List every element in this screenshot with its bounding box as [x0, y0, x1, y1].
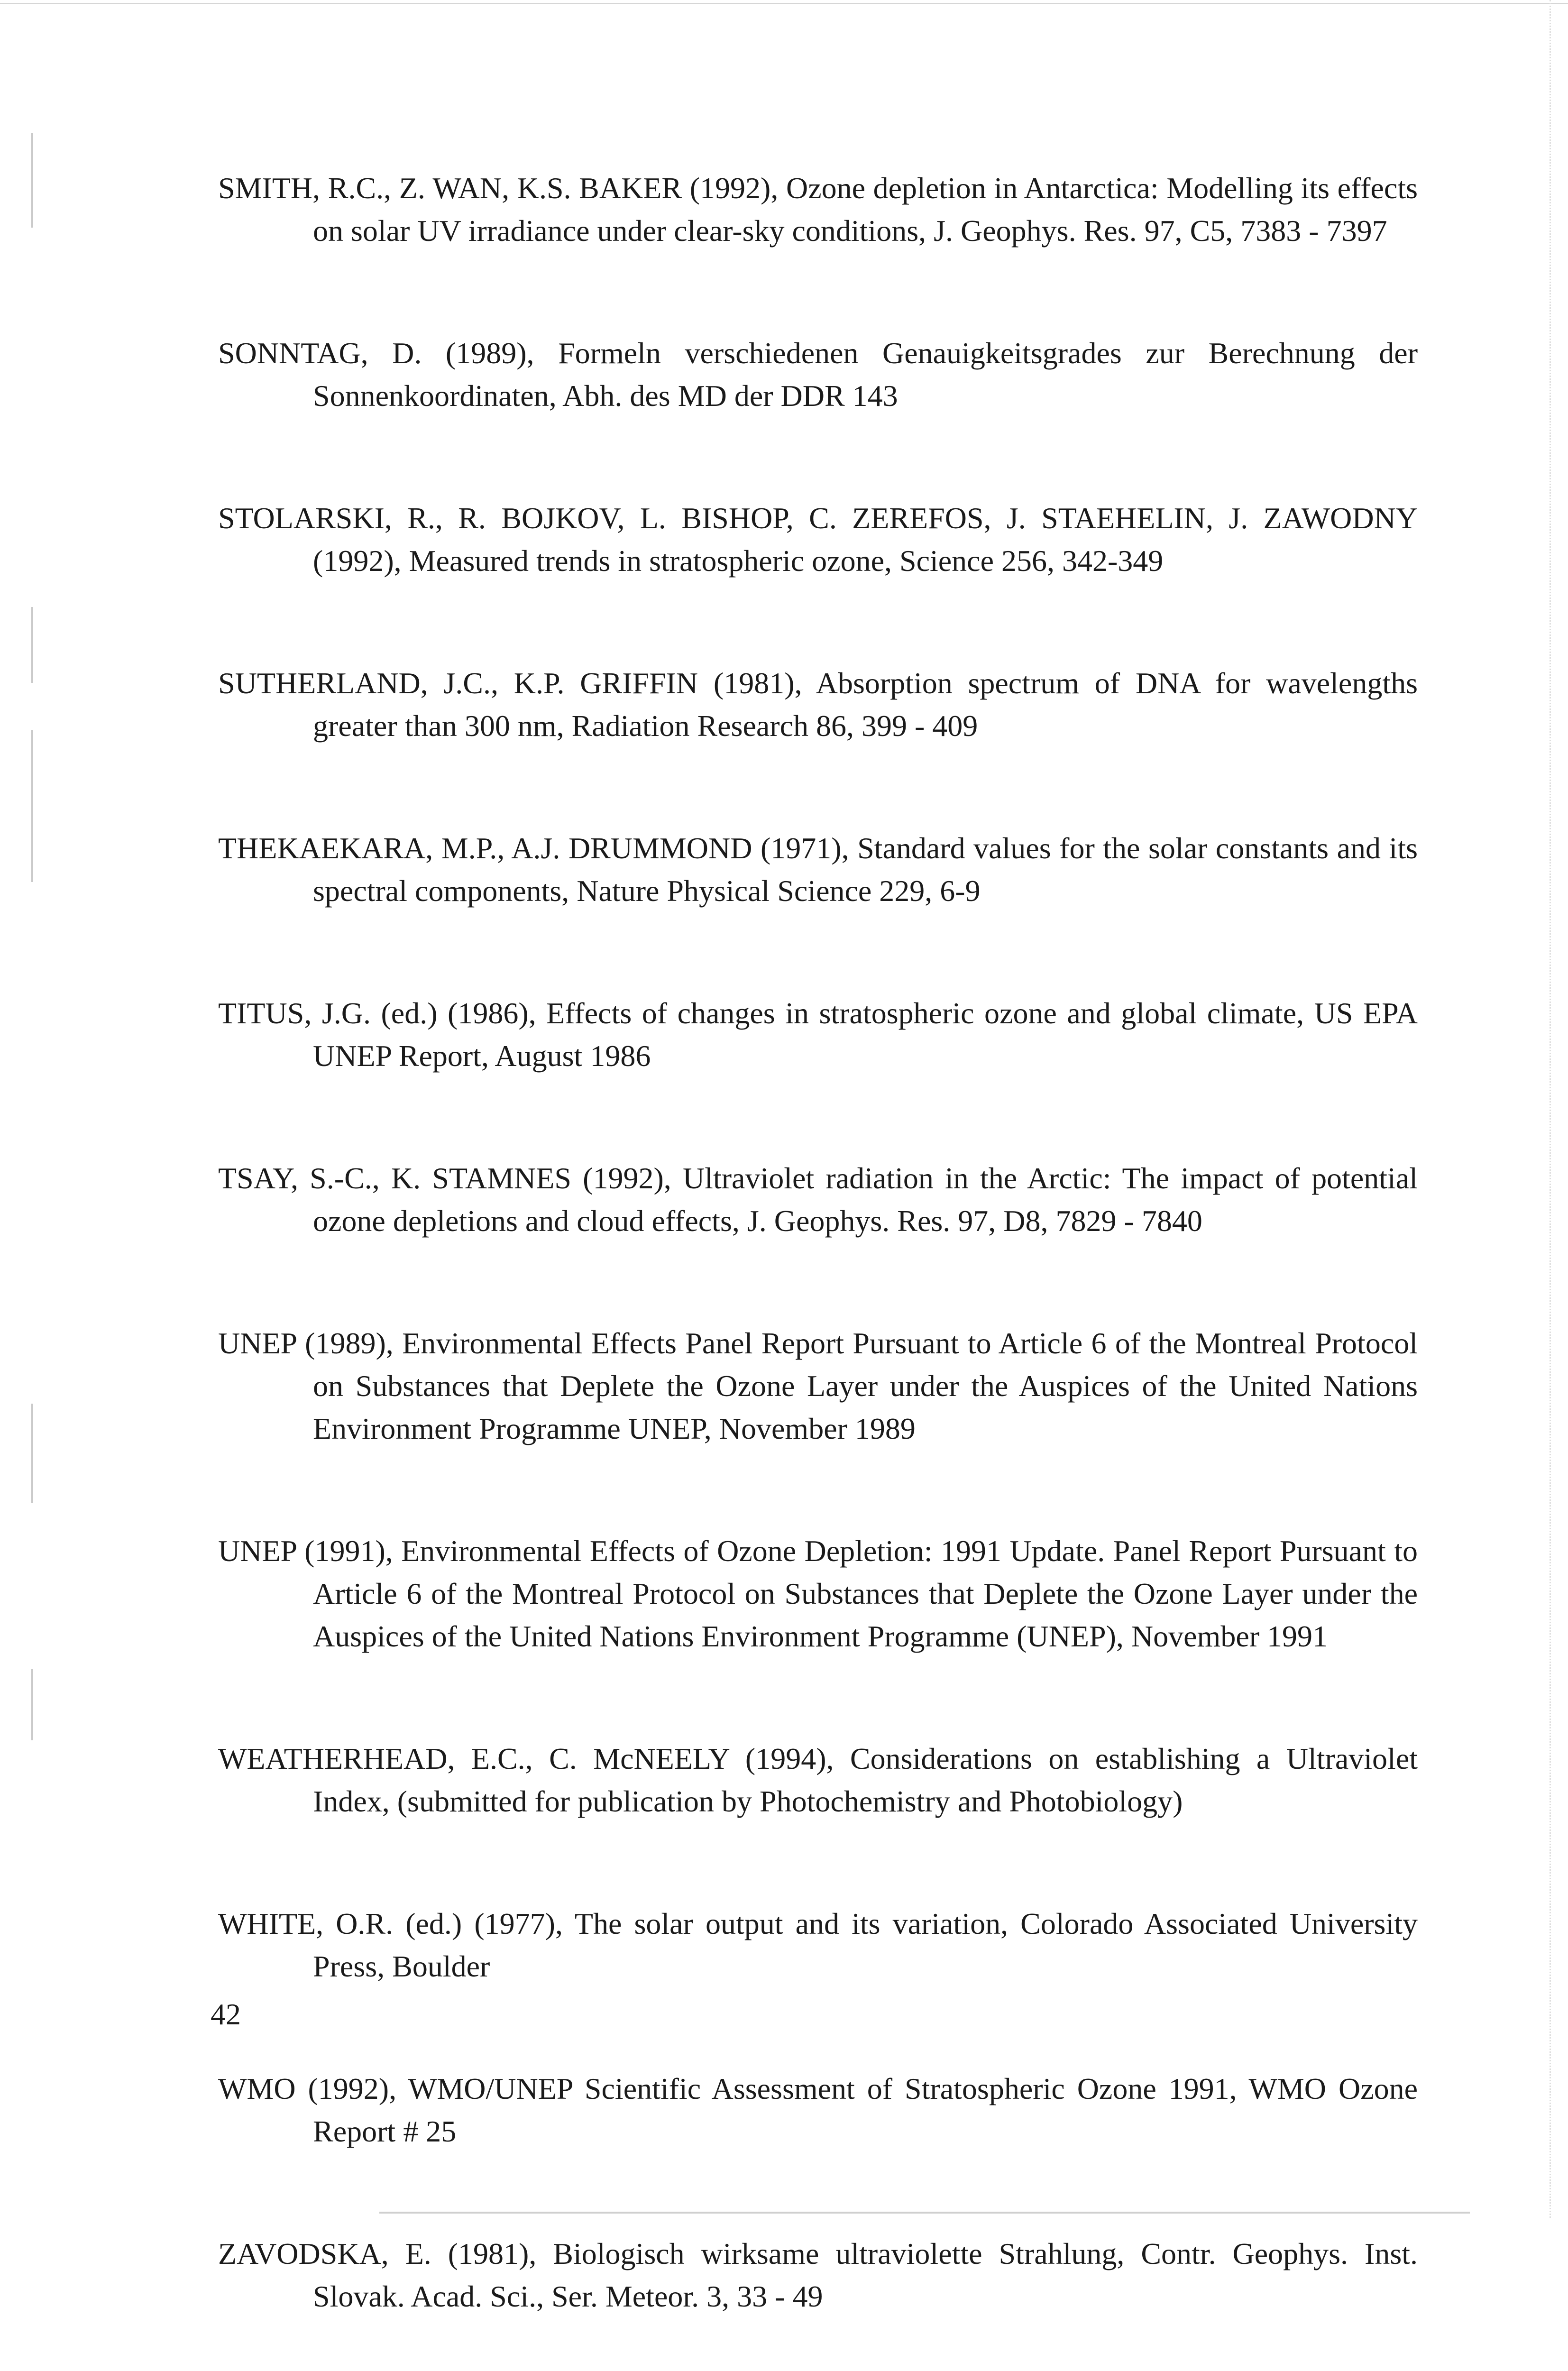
scan-edge-top: [0, 3, 1568, 4]
scan-mark-left: [31, 1404, 33, 1503]
reference-list: [218, 167, 1418, 2371]
reference-entry: TITUS, J.G. (ed.) (1986), Effects of changes in stratospheric ozone and global climate, US EPA UNEP Report, August 1986: [218, 996, 1418, 1073]
reference-entry: WEATHERHEAD, E.C., C. McNEELY (1994), Considerations on establishing a Ultraviolet Index, (submitted for publication by Photochemistry and Photobiology): [218, 1742, 1418, 1818]
scan-edge-right: [1550, 0, 1551, 2218]
scan-mark-left: [31, 607, 33, 683]
page-number: 42: [211, 1997, 241, 2031]
reference-entry: THEKAEKARA, M.P., A.J. DRUMMOND (1971), Standard values for the solar constants and its spectral components, Nature Physical Science 229, 6-9: [218, 831, 1418, 908]
scan-mark-left: [31, 1669, 33, 1740]
reference-entry: SUTHERLAND, J.C., K.P. GRIFFIN (1981), Absorption spectrum of DNA for wavelengths greater than 300 nm, Radiation Research 86, 399 - 409: [218, 666, 1418, 743]
reference-entry: UNEP (1991), Environmental Effects of Ozone Depletion: 1991 Update. Panel Report Pursuant to Article 6 of the Montreal Protocol on Substances that Deplete the Ozone Layer under the Auspices of the United Nations Environment Programme (UNEP), November 1991: [218, 1534, 1418, 1653]
reference-entry: TSAY, S.-C., K. STAMNES (1992), Ultraviolet radiation in the Arctic: The impact of potential ozone depletions and cloud effects, J. Geophys. Res. 97, D8, 7829 - 7840: [218, 1161, 1418, 1238]
scan-mark-left: [31, 133, 33, 228]
reference-entry: STOLARSKI, R., R. BOJKOV, L. BISHOP, C. ZEREFOS, J. STAEHELIN, J. ZAWODNY (1992), Measured trends in stratospheric ozone, Science 256, 342-349: [218, 501, 1418, 578]
reference-entry: WHITE, O.R. (ed.) (1977), The solar output and its variation, Colorado Associated University Press, Boulder: [218, 1907, 1418, 1983]
scan-mark-left: [31, 730, 33, 882]
reference-entry: UNEP (1989), Environmental Effects Panel Report Pursuant to Article 6 of the Montreal Protocol on Substances that Deplete the Ozone Layer under the Auspices of the United Nations Environment Programme UNEP, November 1989: [218, 1326, 1418, 1445]
reference-entry: SONNTAG, D. (1989), Formeln verschiedenen Genauigkeitsgrades zur Berechnung der Sonnenkoordinaten, Abh. des MD der DDR 143: [218, 336, 1418, 413]
reference-entry: SMITH, R.C., Z. WAN, K.S. BAKER (1992), Ozone depletion in Antarctica: Modelling its effects on solar UV irradiance under clear-sky conditions, J. Geophys. Res. 97, C5, 7383 - 7397: [218, 171, 1418, 248]
reference-entry: ZAVODSKA, E. (1981), Biologisch wirksame ultraviolette Strahlung, Contr. Geophys. Inst. Slovak. Acad. Sci., Ser. Meteor. 3, 33 - 49: [218, 2237, 1418, 2313]
reference-entry: WMO (1992), WMO/UNEP Scientific Assessment of Stratospheric Ozone 1991, WMO Ozone Report # 25: [218, 2072, 1418, 2148]
